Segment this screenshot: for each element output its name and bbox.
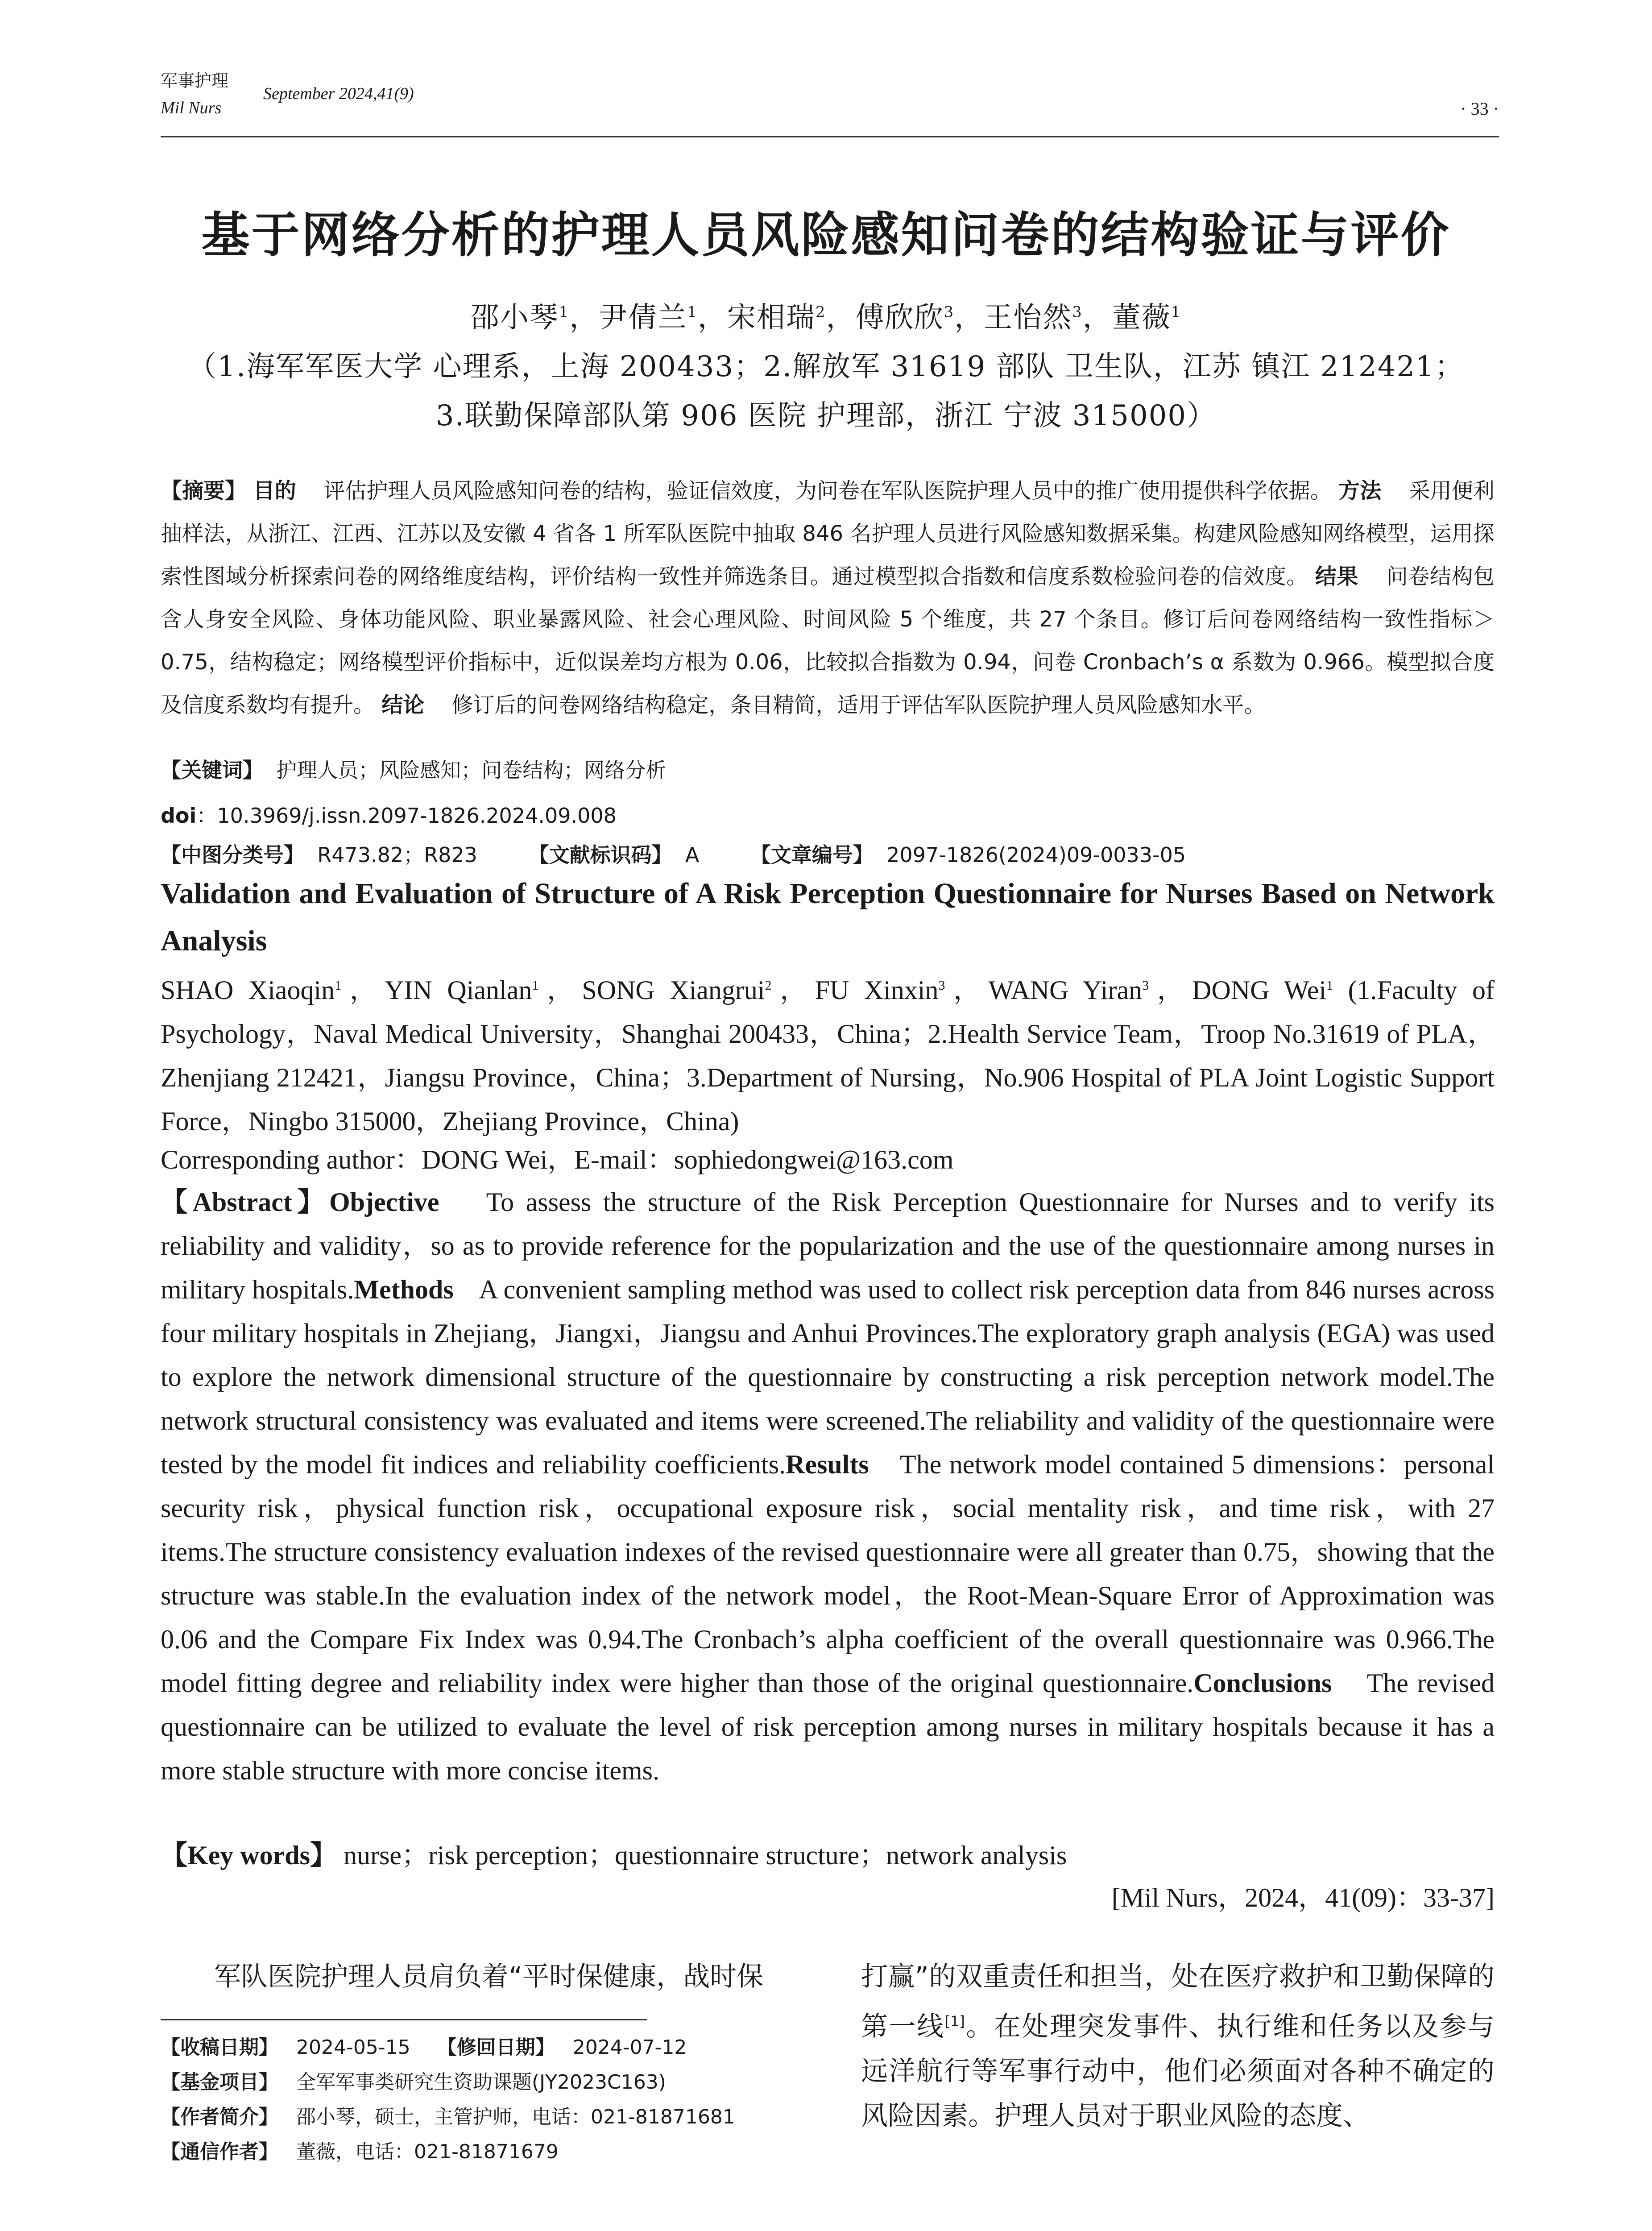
- methods-text: 采用便利抽样法，从浙江、江西、江苏以及安徽 4 省各 1 所军队医院中抽取 846 名护理人员进行风险感知数据采集。构建风险感知网络模型，运用探索性图域分析探索问卷的网络维度结构，评价结构一致性并筛选条目。通过模型拟合指数和信度系数检验问卷的信效度。: [161, 478, 1495, 589]
- objective-label-en: Objective: [329, 1187, 439, 1217]
- author-name-en: FU Xinxin: [815, 975, 939, 1005]
- author-affiliation-mark: 1: [532, 978, 539, 993]
- author-affiliation-mark: 1: [687, 303, 698, 321]
- abstract-cn: [161, 469, 1495, 726]
- header-rule: [161, 136, 1499, 137]
- author-bio-label: 【作者简介】: [161, 2106, 278, 2128]
- running-header: [161, 67, 1499, 143]
- results-label: 结果: [1315, 564, 1358, 589]
- author-affiliation-mark: 2: [815, 303, 826, 321]
- body-text: 。在处理突发事件、执行维和任务以及参与远洋航行等军事行动中，他们必须面对各种不确定的风险因素。护理人员对于职业风险的态度、: [861, 2011, 1495, 2131]
- corresponding-label: 【通信作者】: [161, 2140, 278, 2163]
- keywords-en: [161, 1834, 1067, 1872]
- author-affiliation-mark: 1: [1171, 303, 1182, 321]
- objective-text-en: To assess the structure of the Risk Perception Questionnaire for Nurses and to verify its reliability and validity，so as to provide reference for the popularization and the use of the questionnaire among nurses in military hospitals.: [161, 1187, 1495, 1304]
- conclusions-text-en: The revised questionnaire can be utilized to evaluate the level of risk perception among nurses in military hospitals because it has a more stable structure with more concise items.: [161, 1668, 1495, 1785]
- corresponding-text: 董薇，电话：021-81871679: [296, 2140, 559, 2163]
- body-left-column: 军队医院护理人员肩负着“平时保健康，战时保: [214, 1961, 764, 1992]
- article-number-label: 【文章编号】: [750, 843, 874, 867]
- author-affiliation-mark: 1: [1326, 978, 1333, 993]
- author-name: 邵小琴: [470, 301, 559, 334]
- journal-name-cn: 军事护理: [161, 71, 229, 91]
- reference-mark[interactable]: [1]: [944, 2013, 965, 2030]
- clc-label: 【中图分类号】: [161, 843, 304, 867]
- footnote-dates: [161, 2030, 821, 2065]
- keywords-label-en: 【Key words】: [161, 1841, 337, 1870]
- author-name: 尹倩兰: [599, 301, 687, 334]
- author-name: 王怡然: [984, 301, 1072, 334]
- affiliation-cn-line: 3.联勤保障部队第 906 医院 护理部，浙江 宁波 315000）: [435, 399, 1217, 432]
- author-affiliation-mark: 1: [335, 978, 342, 993]
- keywords-cn: [161, 754, 1495, 784]
- methods-label: 方法: [1338, 478, 1382, 503]
- author-name-en: DONG Wei: [1192, 975, 1327, 1005]
- keywords-text-en: nurse；risk perception；questionnaire structure；network analysis: [343, 1841, 1067, 1870]
- footnote-block: [161, 2030, 821, 2169]
- revised-label: 【修回日期】: [437, 2036, 555, 2059]
- corresponding-author-en: Corresponding author：DONG Wei，E-mail：sophiedongwei@163.com: [161, 1145, 954, 1174]
- author-list-en: SHAO Xiaoqin$^1$，YIN Qianlan$^1$，SONG Xiangrui$^2$，FU Xinxin$^3$，WANG Yiran$^3$，DONG Wei$^1$ (1.Faculty of Psychology，Naval Medical University，Shanghai 200433，China；2.Health Service Team，Troop No.31619 of PLA，Zhenjiang 212421，Jiangsu Province，China；3.Department of Nursing，No.906 Hospital of PLA Joint Logistic Support Force，Ningbo 315000，Zhejiang Province，China): [161, 975, 1495, 1136]
- objective-text: 评估护理人员风险感知问卷的结构，验证信效度，为问卷在军队医院护理人员中的推广使用提供科学依据。: [323, 478, 1332, 503]
- doc-code-value: A: [685, 843, 700, 867]
- methods-label-en: Methods: [354, 1275, 454, 1304]
- doi-label: doi: [161, 804, 197, 828]
- footnote-corresponding: [161, 2135, 821, 2169]
- clc-value: R473.82；R823: [317, 843, 477, 867]
- author-affiliation-mark: 3: [1142, 978, 1149, 993]
- keywords-text: 护理人员；风险感知；问卷结构；网络分析: [276, 758, 667, 782]
- author-name: 傅欣欣: [855, 301, 944, 334]
- article-title-en: Validation and Evaluation of Structure of A Risk Perception Questionnaire for Nurses Based on Network Analysis: [161, 877, 1495, 957]
- fund-text: 全军军事类研究生资助课题(JY2023C163): [296, 2071, 666, 2094]
- author-name-en: YIN Qianlan: [385, 975, 532, 1005]
- citation: [Mil Nurs，2024，41(09)：33-37]: [1111, 1883, 1495, 1912]
- author-affiliation-mark: 3: [938, 978, 945, 993]
- revised-date: 2024-07-12: [572, 2036, 687, 2059]
- doi-line: [161, 800, 1495, 829]
- conclusion-label: 结论: [381, 693, 425, 717]
- received-date: 2024-05-15: [296, 2036, 410, 2059]
- received-label: 【收稿日期】: [161, 2036, 278, 2059]
- author-affiliation-mark: 1: [559, 303, 570, 321]
- abstract-label: 【摘要】: [161, 478, 247, 503]
- footnote-fund: [161, 2065, 821, 2100]
- affiliation-en: (1.Faculty of Psychology，Naval Medical University，Shanghai 200433，China；2.Health Service Team，Troop No.31619 of PLA，Zhenjiang 212421，Jiangsu Province，China；3.Department of Nursing，No.906 Hospital of PLA Joint Logistic Support Force，Ningbo 315000，Zhejiang Province，China): [161, 975, 1495, 1136]
- keywords-label: 【关键词】: [161, 758, 263, 782]
- classification-line: [161, 839, 1495, 868]
- author-list-cn: 邵小琴$^1$，尹倩兰$^1$，宋相瑞$^2$，傅欣欣$^3$，王怡然$^3$，董薇$^1$: [470, 301, 1182, 334]
- author-affiliation-mark: 3: [1072, 303, 1083, 321]
- conclusions-label-en: Conclusions: [1193, 1668, 1332, 1698]
- author-name-en: SONG Xiangrui: [582, 975, 765, 1005]
- author-affiliation-mark: 3: [944, 303, 955, 321]
- objective-label: 目的: [253, 478, 296, 503]
- article-title-cn: 基于网络分析的护理人员风险感知问卷的结构验证与评价: [201, 207, 1451, 263]
- article-number-value: 2097-1826(2024)09-0033-05: [886, 843, 1186, 867]
- author-bio-text: 邵小琴，硕士，主管护师，电话：021-81871681: [296, 2106, 735, 2128]
- results-text: 问卷结构包含人身安全风险、身体功能风险、职业暴露风险、社会心理风险、时间风险 5 个维度，共 27 个条目。修订后问卷网络结构一致性指标＞0.75，结构稳定；网络模型评价指标中，近似误差均方根为 0.06，比较拟合指数为 0.94，问卷 Cronbach’s α 系数为 0.966。模型拟合度及信度系数均有提升。: [161, 564, 1495, 717]
- body-right-column: [861, 1954, 1495, 2138]
- author-name-en: SHAO Xiaoqin: [161, 975, 335, 1005]
- conclusion-text: 修订后的问卷网络结构稳定，条目精简，适用于评估军队医院护理人员风险感知水平。: [451, 693, 1266, 717]
- doi-link[interactable]: ：10.3969/j.issn.2097-1826.2024.09.008: [196, 804, 617, 828]
- results-label-en: Results: [786, 1450, 869, 1479]
- footnote-author: [161, 2100, 821, 2135]
- footnote-rule: [161, 2019, 647, 2020]
- affiliation-cn-line: （1.海军军医大学 心理系，上海 200433；2.解放军 31619 部队 卫生队，江苏 镇江 212421；: [188, 350, 1464, 383]
- results-text-en: The network model contained 5 dimensions：personal security risk，physical function risk，occupational exposure risk，social mentality risk，and time risk，with 27 items.The structure consistency evaluation indexes of the revised questionnaire were all greater than 0.75，showing that the structure was stable.In the evaluation index of the network model，the Root-Mean-Square Error of Approximation was 0.06 and the Compare Fix Index was 0.94.The Cronbach’s alpha coefficient of the overall questionnaire was 0.966.The model fitting degree and reliability index were higher than those of the original questionnaire.: [161, 1450, 1495, 1698]
- issue-info: September 2024,41(9): [263, 84, 414, 103]
- body-text: 打赢”的双重责任和担当，处在医疗救护和卫勤保障的第一线: [861, 1961, 1495, 2042]
- page-number: · 33 ·: [1460, 99, 1499, 119]
- journal-name-en: Mil Nurs: [161, 99, 222, 117]
- abstract-label-en: 【Abstract】: [161, 1187, 329, 1217]
- fund-label: 【基金项目】: [161, 2071, 278, 2094]
- author-name: 宋相瑞: [727, 301, 816, 334]
- abstract-en: [161, 1180, 1495, 1792]
- author-name-en: WANG Yiran: [988, 975, 1143, 1005]
- doc-code-label: 【文献标识码】: [528, 843, 672, 867]
- author-name: 董薇: [1112, 301, 1171, 334]
- methods-text-en: A convenient sampling method was used to collect risk perception data from 846 nurses across four military hospitals in Zhejiang，Jiangxi，Jiangsu and Anhui Provinces.The exploratory graph analysis (EGA) was used to explore the network dimensional structure of the questionnaire by constructing a risk perception network model.The network structural consistency was evaluated and items were screened.The reliability and validity of the questionnaire were tested by the model fit indices and reliability coefficients.: [161, 1275, 1495, 1479]
- author-affiliation-mark: 2: [765, 978, 772, 993]
